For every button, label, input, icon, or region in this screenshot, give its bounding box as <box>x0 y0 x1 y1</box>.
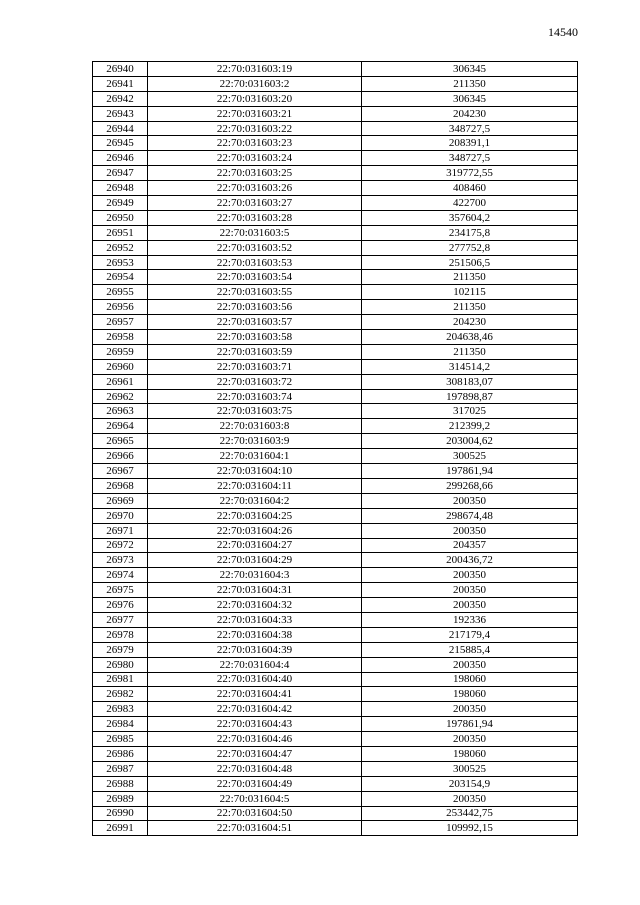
value-cell: 200350 <box>362 657 578 672</box>
table-row <box>93 776 578 791</box>
value-cell: 109992,15 <box>362 821 578 836</box>
row-number-cell: 26950 <box>93 210 148 225</box>
row-number-cell: 26956 <box>93 300 148 315</box>
row-number-cell: 26961 <box>93 374 148 389</box>
table-row <box>93 121 578 136</box>
table-row <box>93 523 578 538</box>
cadastral-number-cell: 22:70:031603:26 <box>148 181 362 196</box>
value-cell: 211350 <box>362 300 578 315</box>
page-number: 14540 <box>548 25 578 39</box>
value-cell: 200350 <box>362 493 578 508</box>
row-number-cell: 26944 <box>93 121 148 136</box>
value-cell: 212399,2 <box>362 419 578 434</box>
table-row <box>93 300 578 315</box>
row-number-cell: 26953 <box>93 255 148 270</box>
cadastral-number-cell: 22:70:031604:10 <box>148 464 362 479</box>
value-cell: 198060 <box>362 687 578 702</box>
value-cell: 192336 <box>362 612 578 627</box>
row-number-cell: 26989 <box>93 791 148 806</box>
value-cell: 211350 <box>362 344 578 359</box>
cadastral-number-cell: 22:70:031603:24 <box>148 151 362 166</box>
table-row <box>93 359 578 374</box>
value-cell: 300525 <box>362 449 578 464</box>
cadastral-number-cell: 22:70:031604:3 <box>148 568 362 583</box>
row-number-cell: 26954 <box>93 270 148 285</box>
value-cell: 200436,72 <box>362 553 578 568</box>
value-cell: 200350 <box>362 568 578 583</box>
table-row <box>93 806 578 821</box>
value-cell: 299268,66 <box>362 478 578 493</box>
row-number-cell: 26979 <box>93 642 148 657</box>
cadastral-number-cell: 22:70:031603:22 <box>148 121 362 136</box>
row-number-cell: 26990 <box>93 806 148 821</box>
row-number-cell: 26941 <box>93 76 148 91</box>
table-row <box>93 746 578 761</box>
value-cell: 197861,94 <box>362 717 578 732</box>
table-row <box>93 702 578 717</box>
row-number-cell: 26964 <box>93 419 148 434</box>
table-row <box>93 315 578 330</box>
cadastral-number-cell: 22:70:031604:26 <box>148 523 362 538</box>
cadastral-number-cell: 22:70:031603:19 <box>148 62 362 77</box>
table-row <box>93 761 578 776</box>
table-row <box>93 285 578 300</box>
value-cell: 211350 <box>362 270 578 285</box>
value-cell: 308183,07 <box>362 374 578 389</box>
value-cell: 317025 <box>362 404 578 419</box>
value-cell: 319772,55 <box>362 166 578 181</box>
table-row <box>93 508 578 523</box>
cadastral-number-cell: 22:70:031604:39 <box>148 642 362 657</box>
cadastral-number-cell: 22:70:031603:54 <box>148 270 362 285</box>
value-cell: 408460 <box>362 181 578 196</box>
value-cell: 314514,2 <box>362 359 578 374</box>
cadastral-number-cell: 22:70:031604:2 <box>148 493 362 508</box>
row-number-cell: 26970 <box>93 508 148 523</box>
table-row <box>93 419 578 434</box>
value-cell: 211350 <box>362 76 578 91</box>
row-number-cell: 26947 <box>93 166 148 181</box>
cadastral-number-cell: 22:70:031603:25 <box>148 166 362 181</box>
table-row <box>93 76 578 91</box>
cadastral-number-cell: 22:70:031604:29 <box>148 553 362 568</box>
value-cell: 200350 <box>362 732 578 747</box>
value-cell: 204357 <box>362 538 578 553</box>
value-cell: 102115 <box>362 285 578 300</box>
value-cell: 300525 <box>362 761 578 776</box>
cadastral-number-cell: 22:70:031603:2 <box>148 76 362 91</box>
cadastral-number-cell: 22:70:031603:23 <box>148 136 362 151</box>
row-number-cell: 26981 <box>93 672 148 687</box>
cadastral-number-cell: 22:70:031604:1 <box>148 449 362 464</box>
cadastral-number-cell: 22:70:031604:49 <box>148 776 362 791</box>
cadastral-number-cell: 22:70:031604:43 <box>148 717 362 732</box>
cadastral-number-cell: 22:70:031603:55 <box>148 285 362 300</box>
row-number-cell: 26980 <box>93 657 148 672</box>
row-number-cell: 26943 <box>93 106 148 121</box>
table-row <box>93 181 578 196</box>
value-cell: 357604,2 <box>362 210 578 225</box>
table-row <box>93 553 578 568</box>
row-number-cell: 26945 <box>93 136 148 151</box>
table-row <box>93 464 578 479</box>
row-number-cell: 26975 <box>93 583 148 598</box>
cadastral-number-cell: 22:70:031603:20 <box>148 91 362 106</box>
value-cell: 204638,46 <box>362 330 578 345</box>
cadastral-number-cell: 22:70:031603:57 <box>148 315 362 330</box>
row-number-cell: 26972 <box>93 538 148 553</box>
row-number-cell: 26974 <box>93 568 148 583</box>
row-number-cell: 26978 <box>93 627 148 642</box>
cadastral-number-cell: 22:70:031604:46 <box>148 732 362 747</box>
table-row <box>93 612 578 627</box>
value-cell: 198060 <box>362 746 578 761</box>
row-number-cell: 26977 <box>93 612 148 627</box>
row-number-cell: 26966 <box>93 449 148 464</box>
value-cell: 208391,1 <box>362 136 578 151</box>
cadastral-number-cell: 22:70:031604:47 <box>148 746 362 761</box>
table-row <box>93 732 578 747</box>
row-number-cell: 26987 <box>93 761 148 776</box>
cadastral-number-cell: 22:70:031604:11 <box>148 478 362 493</box>
value-cell: 348727,5 <box>362 121 578 136</box>
row-number-cell: 26952 <box>93 240 148 255</box>
cadastral-number-cell: 22:70:031604:38 <box>148 627 362 642</box>
table-row <box>93 389 578 404</box>
table-row <box>93 62 578 77</box>
row-number-cell: 26940 <box>93 62 148 77</box>
row-number-cell: 26983 <box>93 702 148 717</box>
table-row <box>93 404 578 419</box>
table-row <box>93 374 578 389</box>
cadastral-number-cell: 22:70:031603:58 <box>148 330 362 345</box>
table-row <box>93 449 578 464</box>
cadastral-number-cell: 22:70:031603:21 <box>148 106 362 121</box>
value-cell: 215885,4 <box>362 642 578 657</box>
cadastral-number-cell: 22:70:031604:51 <box>148 821 362 836</box>
row-number-cell: 26991 <box>93 821 148 836</box>
table-row <box>93 717 578 732</box>
row-number-cell: 26986 <box>93 746 148 761</box>
value-cell: 200350 <box>362 523 578 538</box>
table-row <box>93 270 578 285</box>
cadastral-number-cell: 22:70:031604:5 <box>148 791 362 806</box>
cadastral-number-cell: 22:70:031604:31 <box>148 583 362 598</box>
row-number-cell: 26968 <box>93 478 148 493</box>
cadastral-number-cell: 22:70:031604:50 <box>148 806 362 821</box>
table-body <box>93 62 578 836</box>
table-row <box>93 791 578 806</box>
table-row <box>93 672 578 687</box>
table-row <box>93 166 578 181</box>
row-number-cell: 26984 <box>93 717 148 732</box>
value-cell: 200350 <box>362 702 578 717</box>
row-number-cell: 26949 <box>93 196 148 211</box>
table-row <box>93 538 578 553</box>
row-number-cell: 26951 <box>93 225 148 240</box>
value-cell: 200350 <box>362 598 578 613</box>
cadastral-number-cell: 22:70:031603:72 <box>148 374 362 389</box>
table-row <box>93 225 578 240</box>
value-cell: 200350 <box>362 583 578 598</box>
row-number-cell: 26988 <box>93 776 148 791</box>
table-row <box>93 330 578 345</box>
cadastral-number-cell: 22:70:031603:5 <box>148 225 362 240</box>
row-number-cell: 26958 <box>93 330 148 345</box>
table-row <box>93 255 578 270</box>
cadastral-number-cell: 22:70:031604:41 <box>148 687 362 702</box>
row-number-cell: 26946 <box>93 151 148 166</box>
table-row <box>93 136 578 151</box>
table-row <box>93 434 578 449</box>
table-row <box>93 196 578 211</box>
cadastral-number-cell: 22:70:031603:56 <box>148 300 362 315</box>
cadastral-number-cell: 22:70:031603:8 <box>148 419 362 434</box>
table-row <box>93 642 578 657</box>
row-number-cell: 26962 <box>93 389 148 404</box>
cadastral-number-cell: 22:70:031604:40 <box>148 672 362 687</box>
value-cell: 277752,8 <box>362 240 578 255</box>
cadastral-number-cell: 22:70:031603:59 <box>148 344 362 359</box>
row-number-cell: 26967 <box>93 464 148 479</box>
row-number-cell: 26973 <box>93 553 148 568</box>
cadastral-number-cell: 22:70:031603:53 <box>148 255 362 270</box>
table-row <box>93 240 578 255</box>
value-cell: 251506,5 <box>362 255 578 270</box>
value-cell: 306345 <box>362 62 578 77</box>
table-row <box>93 91 578 106</box>
cadastral-number-cell: 22:70:031603:71 <box>148 359 362 374</box>
cadastral-number-cell: 22:70:031603:74 <box>148 389 362 404</box>
row-number-cell: 26982 <box>93 687 148 702</box>
value-cell: 204230 <box>362 315 578 330</box>
row-number-cell: 26976 <box>93 598 148 613</box>
cadastral-number-cell: 22:70:031604:42 <box>148 702 362 717</box>
cadastral-number-cell: 22:70:031604:32 <box>148 598 362 613</box>
row-number-cell: 26965 <box>93 434 148 449</box>
value-cell: 198060 <box>362 672 578 687</box>
table-row <box>93 210 578 225</box>
value-cell: 253442,75 <box>362 806 578 821</box>
table-row <box>93 657 578 672</box>
cadastral-number-cell: 22:70:031603:75 <box>148 404 362 419</box>
table-row <box>93 493 578 508</box>
value-cell: 197898,87 <box>362 389 578 404</box>
value-cell: 197861,94 <box>362 464 578 479</box>
table-row <box>93 106 578 121</box>
cadastral-number-cell: 22:70:031604:48 <box>148 761 362 776</box>
value-cell: 217179,4 <box>362 627 578 642</box>
table-row <box>93 821 578 836</box>
row-number-cell: 26942 <box>93 91 148 106</box>
row-number-cell: 26985 <box>93 732 148 747</box>
value-cell: 298674,48 <box>362 508 578 523</box>
row-number-cell: 26948 <box>93 181 148 196</box>
cadastral-number-cell: 22:70:031604:25 <box>148 508 362 523</box>
row-number-cell: 26969 <box>93 493 148 508</box>
row-number-cell: 26959 <box>93 344 148 359</box>
table-row <box>93 151 578 166</box>
value-cell: 422700 <box>362 196 578 211</box>
value-cell: 203154,9 <box>362 776 578 791</box>
row-number-cell: 26971 <box>93 523 148 538</box>
table-row <box>93 627 578 642</box>
cadastral-number-cell: 22:70:031604:33 <box>148 612 362 627</box>
table-row <box>93 344 578 359</box>
row-number-cell: 26955 <box>93 285 148 300</box>
data-table <box>92 61 578 836</box>
cadastral-number-cell: 22:70:031603:9 <box>148 434 362 449</box>
value-cell: 234175,8 <box>362 225 578 240</box>
table-row <box>93 568 578 583</box>
value-cell: 204230 <box>362 106 578 121</box>
row-number-cell: 26960 <box>93 359 148 374</box>
table-row <box>93 687 578 702</box>
cadastral-number-cell: 22:70:031603:52 <box>148 240 362 255</box>
cadastral-number-cell: 22:70:031603:28 <box>148 210 362 225</box>
cadastral-number-cell: 22:70:031603:27 <box>148 196 362 211</box>
value-cell: 306345 <box>362 91 578 106</box>
value-cell: 203004,62 <box>362 434 578 449</box>
cadastral-number-cell: 22:70:031604:4 <box>148 657 362 672</box>
cadastral-number-cell: 22:70:031604:27 <box>148 538 362 553</box>
table-row <box>93 478 578 493</box>
value-cell: 200350 <box>362 791 578 806</box>
table-row <box>93 583 578 598</box>
row-number-cell: 26957 <box>93 315 148 330</box>
table-row <box>93 598 578 613</box>
row-number-cell: 26963 <box>93 404 148 419</box>
value-cell: 348727,5 <box>362 151 578 166</box>
